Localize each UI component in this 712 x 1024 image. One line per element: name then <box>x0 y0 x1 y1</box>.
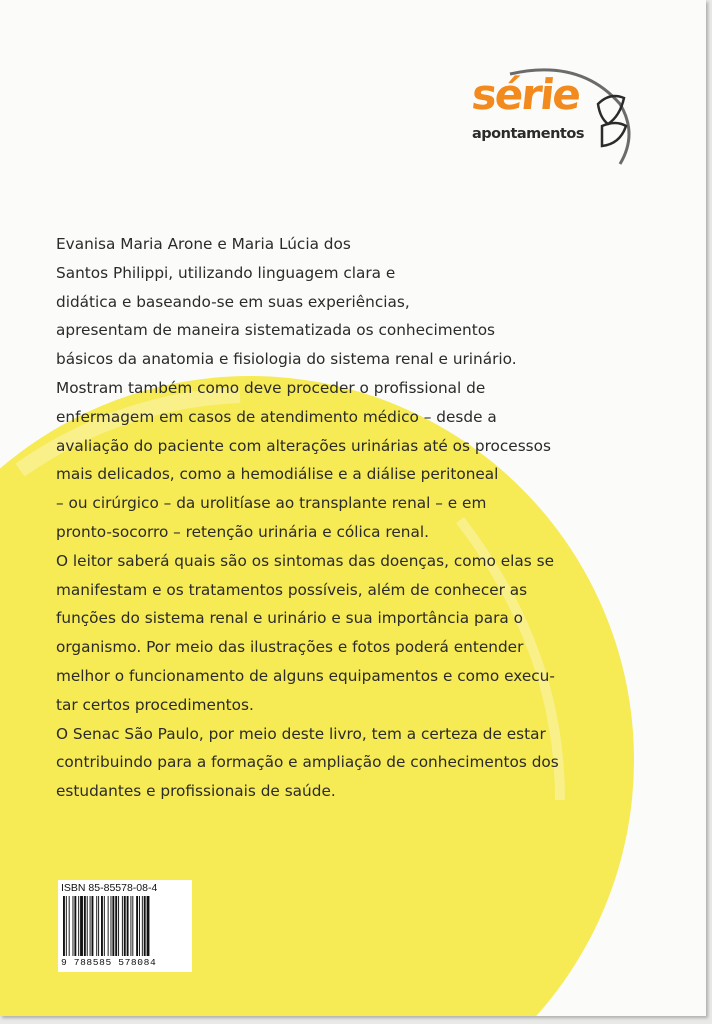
text-line: didática e baseando-se em suas experiências, <box>56 292 410 311</box>
text-line: avaliação do paciente com alterações urinárias até os processos <box>56 436 551 455</box>
text-line: manifestam e os tratamentos possíveis, além de conhecer as <box>56 580 528 599</box>
barcode-bar <box>92 896 94 956</box>
barcode-bar <box>124 896 126 956</box>
serie-apontamentos-logo <box>470 64 640 174</box>
barcode-bar <box>104 896 105 956</box>
text-line: Santos Philippi, utilizando linguagem clara e <box>56 263 396 282</box>
logo-subtitle: apontamentos <box>472 126 584 142</box>
text-line: funções do sistema renal e urinário e sua importância para o <box>56 609 523 628</box>
text-line: Evanisa Maria Arone e Maria Lúcia dos <box>56 235 351 253</box>
barcode-bar <box>111 896 112 956</box>
barcode-bar <box>80 896 83 956</box>
barcode-bar <box>130 896 131 956</box>
text-line: Mostram também como deve proceder o profissional de <box>56 378 486 397</box>
barcode-bar <box>118 896 119 956</box>
text-line: organismo. Por meio das ilustrações e fotos poderá entender <box>56 638 524 657</box>
barcode-bar <box>66 896 67 956</box>
barcode-bar <box>101 896 103 956</box>
barcode-bar <box>87 896 88 956</box>
text-line: mais delicados, como a hemodiálise e a diálise peritoneal <box>56 465 499 484</box>
barcode-bar <box>63 896 65 956</box>
barcode-bar <box>127 896 129 956</box>
barcode-digits: 9 788585 578084 <box>61 957 157 968</box>
logo-word: série <box>469 70 582 119</box>
barcode-bar <box>147 896 150 956</box>
barcode-bar <box>84 896 86 956</box>
text-line: estudantes e profissionais de saúde. <box>56 782 336 801</box>
barcode-bar <box>112 896 114 956</box>
text-line: melhor o funcionamento de alguns equipamentos e como execu- <box>56 666 555 685</box>
text-line: enfermagem em casos de atendimento médico – desde a <box>56 407 497 426</box>
barcode-bar <box>115 896 117 956</box>
barcode-bar <box>108 896 109 956</box>
text-line: básicos da anatomia e fisiologia do sistema renal e urinário. <box>56 350 517 369</box>
barcode-bar <box>132 896 133 956</box>
barcode-bar <box>90 896 91 956</box>
text-line: O leitor saberá quais são os sintomas das doenças, como elas se <box>56 551 555 570</box>
text-line: contribuindo para a formação e ampliação de conhecimentos dos <box>56 753 559 772</box>
text-line: – ou cirúrgico – da urolitíase ao transplante renal – e em <box>56 494 487 513</box>
barcode-bar <box>69 896 70 956</box>
barcode-bar <box>142 896 143 956</box>
barcode-bar <box>78 896 79 956</box>
barcode-bar <box>144 896 146 956</box>
text-line: tar certos procedimentos. <box>56 695 254 714</box>
text-line: pronto-socorro – retenção urinária e cólica renal. <box>56 522 429 541</box>
barcode-bar <box>136 896 138 956</box>
barcode-bar <box>122 896 123 956</box>
barcode <box>62 896 188 956</box>
barcode-bar <box>139 896 140 956</box>
book-description <box>56 230 576 806</box>
barcode-bar <box>73 896 74 956</box>
text-line: O Senac São Paulo, por meio deste livro, tem a certeza de estar <box>56 724 546 743</box>
barcode-bar <box>74 896 76 956</box>
barcode-bar <box>98 896 99 956</box>
isbn-label: ISBN 85-85578-08-4 <box>61 882 158 894</box>
text-line: apresentam de maneira sistematizada os conhecimentos <box>56 321 496 340</box>
barcode-bar <box>96 896 97 956</box>
isbn-barcode-block <box>58 880 192 972</box>
